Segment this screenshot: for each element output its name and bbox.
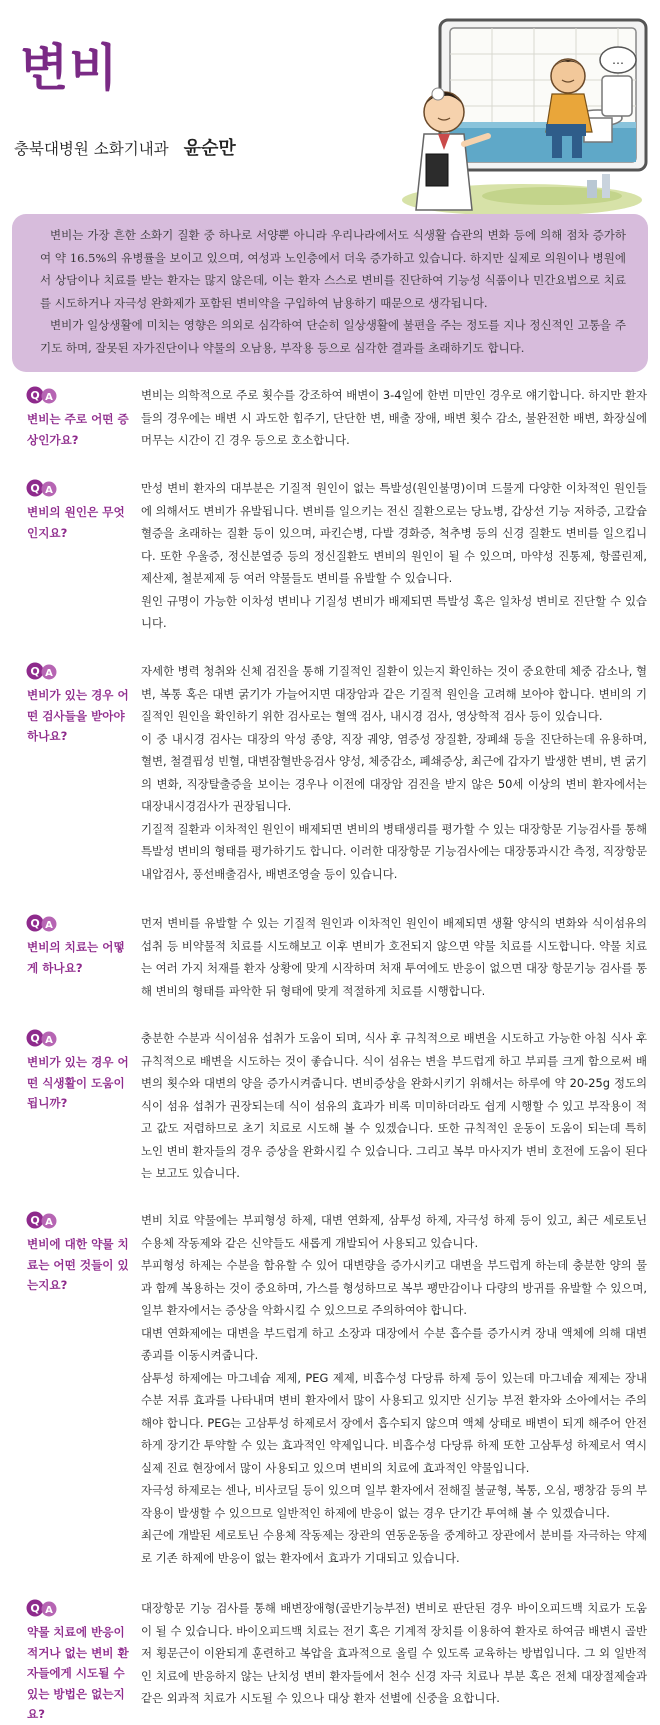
answer-text (141, 1209, 647, 1569)
answer-paragraph: 최근에 개발된 세로토닌 수용체 작동제는 장관의 연동운동을 중계하고 장관에서 분비를 자극하는 약제로 기존 하제에 반응이 없는 환자에서 효과가 기대되고 있습니다. (141, 1528, 647, 1565)
author-line (14, 134, 236, 160)
answer-text (141, 1597, 647, 1710)
question-text: 변비는 주로 어떤 증상인가요? (27, 412, 129, 447)
answer-text (141, 477, 647, 635)
svg-text:Q: Q (30, 389, 40, 402)
question-text: 약물 치료에 반응이 적거나 없는 변비 환자들에게 시도될 수 있는 방법은 없는지요? (27, 1625, 129, 1722)
question-icon (26, 1027, 60, 1049)
answer-paragraph: 자극성 하제로는 센나, 비사코딜 등이 있으며 일부 환자에서 전해질 불균형, 복통, 오심, 팽창감 등의 부작용이 발생할 수 있으므로 일반적인 하제에 반응이 없는 경우 단기간 투여해 볼 수 있겠습니다. (141, 1483, 647, 1520)
svg-text:Q: Q (30, 917, 40, 930)
answer-paragraph: 대변 연화제에는 대변을 부드럽게 하고 소장과 대장에서 수분 흡수를 증가시켜 장내 액체에 의해 대변 종괴를 이동시켜줍니다. (141, 1325, 647, 1362)
answer-paragraph: 이 중 내시경 검사는 대장의 악성 종양, 직장 궤양, 염증성 장질환, 장폐쇄 등을 진단하는데 유용하며, 혈변, 철결핍성 빈혈, 대변잠혈반응검사 양성, 체중감소, 폐쇄증상, 최근에 갑자기 발생한 변비, 변 굵기의 변화, 직장탈출증을 보이는 경우나 이전에 대장암 검진을 받지 않은 50세 이상의 변비 환자에서는 대장내시경검사가 권장됩니다. (141, 731, 647, 813)
svg-text:Q: Q (30, 1214, 40, 1227)
answer-text (141, 1027, 647, 1185)
svg-text:A: A (45, 392, 53, 403)
question-text: 변비가 있는 경우 어떤 검사들을 받아야 하나요? (27, 688, 129, 744)
svg-text:Q: Q (30, 482, 40, 495)
doctor-patient-illustration (402, 14, 652, 220)
answer-paragraph: 대장항문 기능 검사를 통해 배변장애형(골반기능부전) 변비로 판단된 경우 바이오피드백 치료가 도움이 될 수 있습니다. 바이오피드백 치료는 전기 혹은 기계적 장치를 이용하여 환자로 하여금 배변시 골반저 횡문근이 이완되게 훈련하고 복압을 효과적으로 올릴 수 있도록 교육하는 방법입니다. 그 외 일반적인 치료에 반응하지 않는 난치성 변비 환자들에서 천수 신경 자극 치료나 부분 혹은 전체 대장절제술과 같은 외과적 치료가 시도될 수 있으나 대상 환자 선별에 신중을 요합니다. (141, 1601, 647, 1705)
question-text: 변비에 대한 약물 치료는 어떤 것들이 있는지요? (27, 1237, 129, 1293)
question-icon (26, 477, 60, 499)
svg-text:Q: Q (30, 1602, 40, 1615)
intro-paragraph: 변비가 일상생활에 미치는 영향은 의외로 심각하여 단순히 일상생활에 불편을 주는 정도를 지나 정신적인 고통을 주기도 하며, 잘못된 자가진단이나 약물의 오남용, 부작용 등으로 심각한 결과를 초래하기도 합니다. (40, 318, 626, 355)
answer-paragraph: 만성 변비 환자의 대부분은 기질적 원인이 없는 특발성(원인불명)이며 드물게 다양한 이차적인 원인들에 의해서도 변비가 유발됩니다. 변비를 일으키는 전신 질환으로는 당뇨병, 갑상선 기능 저하증, 고칼슘혈증을 초래하는 질환 등이 있으며, 파킨슨병, 다발 경화증, 척추병 등의 신경 질환도 변비를 일으킵니다. 또한 우울증, 정신분열증 등의 정신질환도 변비의 원인이 될 수 있으며, 마약성 진통제, 항콜린제, 제산제, 철분제제 등 여러 약물들도 변비를 유발할 수 있습니다. (141, 481, 647, 585)
svg-text:A: A (45, 1605, 53, 1616)
svg-text:A: A (45, 485, 53, 496)
answer-paragraph: 삼투성 하제에는 마그네슘 제제, PEG 제제, 비흡수성 다당류 하제 등이 있는데 마그네슘 제제는 장내 수분 저류 효과를 나타내며 변비 환자에서 많이 사용되고 있지만 신기능 부전 환자와 소아에서는 주의해야 합니다. PEG는 고삼투성 하제로서 장에서 흡수되지 않으며 액체 상태로 배변이 되게 해주어 안전하게 장기간 투약할 수 있는 효과적인 약제입니다. 비흡수성 다당류 하제 또한 고삼투성 하제로서 역시 실제 진료 현장에서 많이 사용되고 있으며 변비의 치료에 효과적인 약물입니다. (141, 1370, 647, 1475)
svg-text:A: A (45, 920, 53, 931)
answer-paragraph: 먼저 변비를 유발할 수 있는 기질적 원인과 이차적인 원인이 배제되면 생활 양식의 변화와 식이섬유의 섭취 등 비약물적 치료를 시도해보고 이후 변비가 호전되지 않으면 약물 치료를 시도합니다. 약물 치료는 여러 가지 처재를 환자 상황에 맞게 시작하며 처재 투여에도 반응이 없으면 대장 항문기능 검사를 통해 변비의 형태를 파악한 뒤 형태에 맞게 적절하게 치료를 시행합니다. (141, 916, 647, 998)
speech-bubble-text: … (612, 53, 624, 67)
answer-paragraph: 변비 치료 약물에는 부피형성 하제, 대변 연화제, 삼투성 하제, 자극성 하제 등이 있고, 최근 세로토닌 수용체 작동제와 같은 신약들도 새롭게 개발되어 사용되고 있습니다. (141, 1213, 647, 1250)
svg-text:Q: Q (30, 665, 40, 678)
intro-box (12, 214, 648, 372)
question-icon (26, 912, 60, 934)
answer-paragraph: 충분한 수분과 식이섬유 섭취가 도움이 되며, 식사 후 규칙적으로 배변을 시도하고 가능한 아침 식사 후 규칙적으로 배변을 시도하는 것이 좋습니다. 식이 섬유는 변을 부드럽게 하고 부피를 크게 함으로써 배변의 횟수와 대변의 양을 증가시켜줍니다. 변비증상을 완화시키기 위해서는 하루에 약 20-25g 정도의 식이 섬유 섭취가 권장되는데 식이 섬유의 효과가 비록 미미하더라도 쉽게 시행할 수 있고 부작용이 적고 값도 저렴하므로 초기 치료로 시도해 볼 수 있겠습니다. 또한 규칙적인 운동이 도움이 되는데 특히 노인 변비 환자들의 경우 증상을 완화시킬 수 있습니다. 그리고 복부 마사지가 변비 호전에 도움이 된다는 보고도 있습니다. (141, 1031, 647, 1180)
answer-paragraph: 원인 규명이 가능한 이차성 변비나 기질성 변비가 배제되면 특발성 혹은 일차성 변비로 진단할 수 있습니다. (141, 593, 647, 630)
answer-paragraph: 기질적 질환과 이차적인 원인이 배제되면 변비의 병태생리를 평가할 수 있는 대장항문 기능검사를 통해 특발성 변비의 형태를 평가하기도 합니다. 이러한 대장항문 기능검사에는 대장통과시간 측정, 직장항문 내압검사, 풍선배출검사, 배변조영술 등이 있습니다. (141, 821, 647, 881)
svg-text:A: A (45, 1217, 53, 1228)
author-name: 윤순만 (183, 138, 236, 159)
answer-text (141, 384, 647, 452)
page-header (0, 0, 660, 210)
answer-paragraph: 부피형성 하제는 수분을 함유할 수 있어 대변량을 증가시키고 대변을 부드럽게 하는데 충분한 양의 물과 함께 복용하는 것이 중요하며, 가스를 형성하므로 복부 팽만감이나 다량의 방귀를 유발할 수 있으며, 일부 환자에서는 증상을 악화시킬 수 있으므로 주의하여야 합니다. (141, 1258, 647, 1317)
answer-paragraph: 변비는 의학적으로 주로 횟수를 강조하여 배변이 3-4일에 한번 미만인 경우로 얘기합니다. 하지만 환자들의 경우에는 배변 시 과도한 힘주기, 단단한 변, 배출 장애, 배변 횟수 감소, 불완전한 배변, 화장실에 머무는 시간이 긴 경우 등으로 호소합니다. (141, 388, 647, 447)
answer-paragraph: 자세한 병력 청취와 신체 검진을 통해 기질적인 질환이 있는지 확인하는 것이 중요한데 체중 감소나, 혈변, 복통 혹은 대변 굵기가 가늘어지면 대장암과 같은 기질적 원인을 고려해 보아야 합니다. 변비의 기질적인 원인을 확인하기 위한 검사로는 혈액 검사, 내시경 검사, 영상학적 검사 등이 있습니다. (141, 664, 647, 723)
question-icon (26, 1597, 60, 1619)
answer-text (141, 660, 647, 885)
question-text: 변비의 치료는 어떻게 하나요? (27, 940, 125, 975)
author-affiliation: 충북대병원 소화기내과 (14, 140, 169, 158)
intro-paragraph: 변비는 가장 흔한 소화기 질환 중 하나로 서양뿐 아니라 우리나라에서도 식생활 습관의 변화 등에 의해 점차 증가하여 약 16.5%의 유병률을 보이고 있으며, 여성과 노인층에서 더욱 증가하고 있습니다. 하지만 실제로 의원이나 병원에서 상담이나 치료를 받는 환자는 많지 않은데, 이는 환자 스스로 변비를 진단하여 기능성 식품이나 민간요법으로 치료를 시도하거나 자극성 완화제가 포함된 변비약을 구입하여 남용하기 때문으로 생각됩니다. (40, 228, 626, 310)
answer-text (141, 912, 647, 1002)
svg-text:Q: Q (30, 1032, 40, 1045)
question-icon (26, 1209, 60, 1231)
question-text: 변비가 있는 경우 어떤 식생활이 도움이 됩니까? (27, 1055, 129, 1111)
svg-text:A: A (45, 1035, 53, 1046)
question-icon (26, 660, 60, 682)
page-title: 변비 (20, 39, 119, 97)
question-icon (26, 384, 60, 406)
svg-text:A: A (45, 668, 53, 679)
question-text: 변비의 원인은 무엇인지요? (27, 505, 125, 540)
